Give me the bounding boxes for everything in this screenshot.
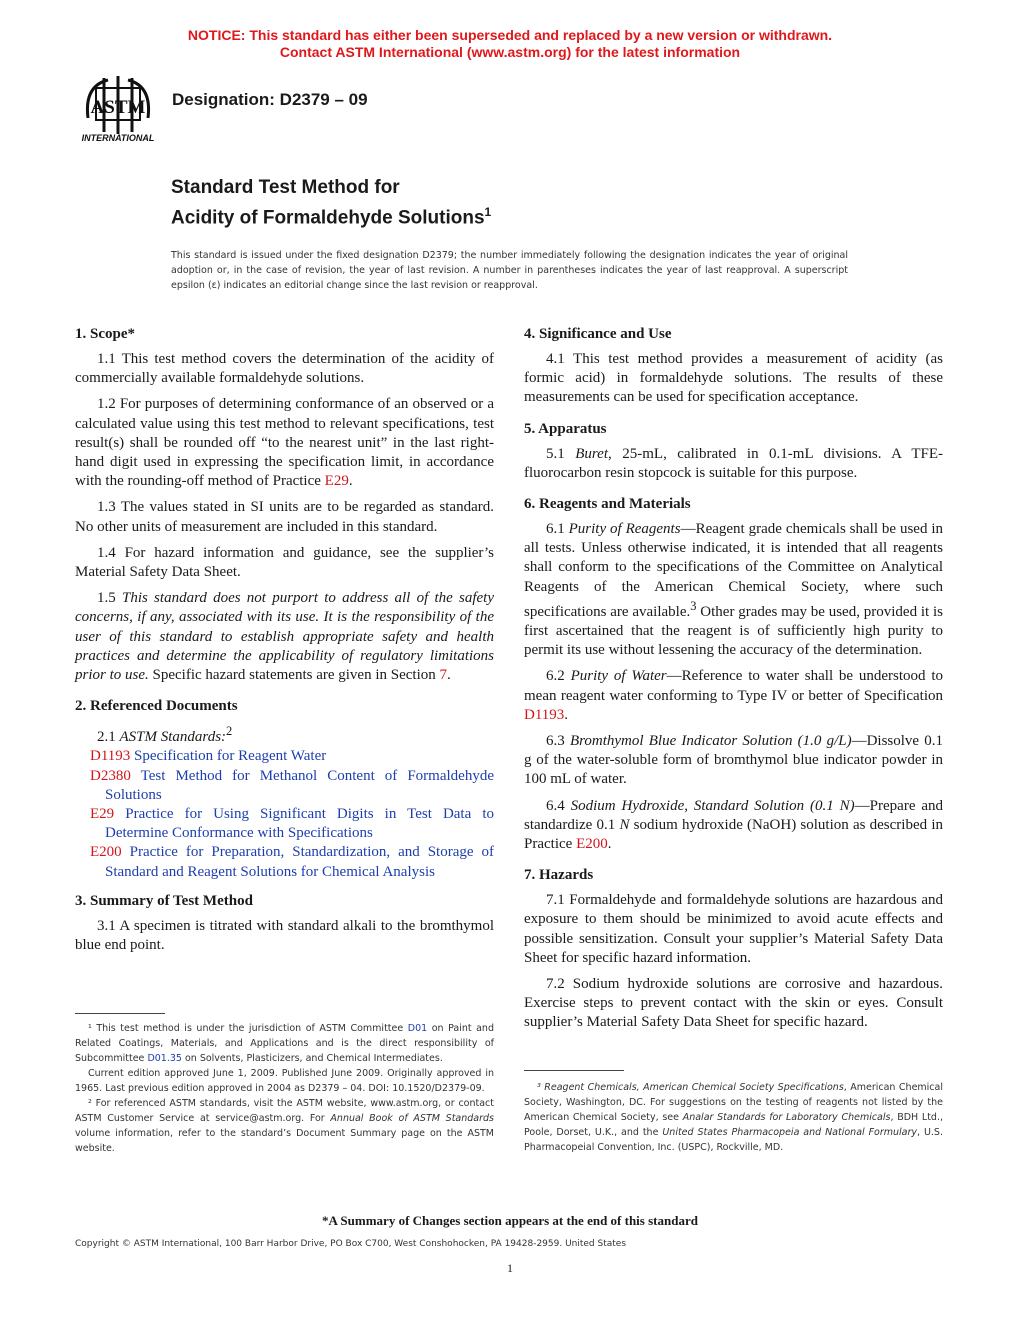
footnote-1-text-a: ¹ This test method is under the jurisdiction of ASTM Committee	[88, 1023, 408, 1034]
footnote-1-text-c: on Solvents, Plasticizers, and Chemical Intermediates.	[181, 1053, 443, 1064]
paragraph-1-5-text: Specific hazard statements are given in Section	[148, 667, 440, 684]
footnote-marker-2: 2	[226, 724, 233, 739]
section-heading-hazards: 7. Hazards	[524, 867, 594, 884]
footnote-2-text-a: ² For referenced ASTM standards, visit the ASTM website, www.astm.org, or contact ASTM Customer Service at service@astm.org. For	[75, 1098, 494, 1124]
notice-line-1: NOTICE: This standard has either been superseded and replaced by a new version or withdrawn.	[187, 27, 833, 43]
paragraph-3-1: 3.1 A specimen is titrated with standard alkali to the bromthymol blue end point.	[75, 917, 494, 954]
footnote-3	[524, 1080, 943, 1155]
ref-title[interactable]: Practice for Using Significant Digits in Test Data to Determine Conformance with Specifications	[105, 806, 494, 842]
paragraph-6-1-num: 6.1	[546, 521, 569, 538]
footnote-3-italic-2: Analar Standards for Laboratory Chemicals	[682, 1112, 891, 1123]
footnote-2-text-b: volume information, refer to the standard’s Document Summary page on the ASTM website.	[75, 1128, 494, 1154]
ref-link-d01-35[interactable]: D01.35	[147, 1053, 182, 1064]
paragraph-7-2: 7.2 Sodium hydroxide solutions are corrosive and hazardous. Exercise steps to prevent contact with the skin or eyes. Consult supplier’s Material Safety Data Sheet for specific hazard.	[524, 976, 943, 1031]
ref-title[interactable]: Practice for Preparation, Standardization, and Storage of Standard and Reagent Solutions for Chemical Analysis	[105, 844, 494, 880]
title-line-2	[171, 200, 491, 230]
section-heading-referenced-documents: 2. Referenced Documents	[75, 698, 238, 715]
ref-item[interactable]	[75, 805, 494, 843]
paragraph-6-4-italic: Sodium Hydroxide, Standard Solution (0.1 N)	[570, 797, 855, 814]
paragraph-6-1-italic: Purity of Reagents	[568, 521, 681, 538]
ref-link-e200[interactable]: E200	[576, 836, 608, 853]
section-heading-significance: 4. Significance and Use	[524, 326, 672, 342]
paragraph-6-2-end: .	[564, 706, 569, 723]
ref-code[interactable]: E200	[90, 844, 122, 861]
logo-international-text: INTERNATIONAL	[81, 133, 155, 143]
paragraph-7-1: 7.1 Formaldehyde and formaldehyde solutions are hazardous and exposure to them should be minimized to avoid acute effects and possible sensitization. Consult your supplier’s Material Safety Data Sheet for specific hazard information.	[524, 892, 943, 966]
ref-link-section-7[interactable]: 7	[439, 667, 447, 684]
ref-item[interactable]	[75, 767, 494, 805]
section-heading-scope: 1. Scope*	[75, 326, 135, 342]
footnote-divider-right	[524, 1070, 624, 1071]
footnote-3-text-a: , American Chemical Society, Washington, DC. For suggestions on the testing of reagents not listed by the American Chemical Society, see	[524, 1082, 943, 1123]
right-column	[524, 325, 943, 1040]
paragraph-6-4	[524, 797, 943, 855]
paragraph-6-4-normality: N	[619, 816, 630, 833]
paragraph-1-3: 1.3 The values stated in SI units are to be regarded as standard. No other units of measurement are included in this standard.	[75, 499, 494, 535]
section-heading-apparatus: 5. Apparatus	[524, 420, 607, 437]
footnote-2	[75, 1096, 494, 1156]
summary-of-changes-note: *A Summary of Changes section appears at the end of this standard	[322, 1213, 698, 1228]
footnote-3-text-b: , BDH Ltd., Poole, Dorset, U.K., and the	[524, 1112, 944, 1138]
copyright-line: Copyright © ASTM International, 100 Barr Harbor Drive, PO Box C700, West Conshohocken, PA 19428-2959. United States	[75, 1239, 627, 1249]
footnotes-right	[524, 1080, 943, 1155]
supersede-notice	[0, 27, 1020, 61]
ref-code[interactable]: E29	[90, 806, 115, 823]
astm-logo	[74, 74, 162, 144]
paragraph-1-2-end: .	[348, 473, 353, 490]
notice-line-2: Contact ASTM International (www.astm.org) for the latest information	[279, 44, 741, 60]
paragraph-6-4-text-b: sodium hydroxide (NaOH) solution as described in Practice	[524, 816, 943, 853]
paragraph-6-2-italic: Purity of Water	[570, 668, 667, 685]
footnote-3-italic-1: ³ Reagent Chemicals, American Chemical Society Specifications	[537, 1082, 844, 1093]
paragraph-5-1-text: , 25-mL, calibrated in 0.1-mL divisions. A TFE-fluorocarbon resin stopcock is suitable for this purpose.	[524, 445, 944, 481]
referenced-documents-list	[75, 722, 494, 882]
paragraph-6-2	[524, 667, 943, 725]
footnote-2-italic: Annual Book of ASTM Standards	[330, 1113, 494, 1124]
paragraph-1-2-text: 1.2 For purposes of determining conformance of an observed or a calculated value using this test method to relevant specifications, test result(s) shall be rounded off “to the nearest unit” in the last right-hand digit used in expressing the specification limit, in accordance with the rounding-off method of Practice	[75, 396, 494, 490]
title-line-1: Standard Test Method for	[171, 177, 400, 198]
paragraph-2-1-italic: ASTM Standards:	[119, 729, 227, 746]
document-title	[171, 175, 491, 230]
ref-code[interactable]: D1193	[90, 748, 131, 765]
paragraph-6-3-text: —Dissolve 0.1 g of the water-soluble form of bromthymol blue indicator powder in 100 mL of water.	[524, 733, 944, 788]
title-line-2-text: Acidity of Formaldehyde Solutions	[171, 207, 485, 229]
paragraph-6-4-text-a: —Prepare and standardize 0.1	[524, 797, 944, 833]
paragraph-6-2-num: 6.2	[546, 668, 571, 685]
paragraph-5-1-num: 5.1	[546, 445, 576, 462]
paragraph-6-3	[524, 732, 943, 790]
ref-code[interactable]: D2380	[90, 767, 131, 784]
paragraph-6-4-end: .	[607, 836, 612, 853]
ref-item[interactable]	[75, 843, 494, 881]
paragraph-2-1-num: 2.1	[97, 729, 120, 746]
paragraph-5-1	[524, 445, 943, 483]
designation: Designation: D2379 – 09	[172, 90, 368, 109]
ref-title[interactable]: Test Method for Methanol Content of Formaldehyde Solutions	[105, 767, 494, 803]
paragraph-1-2	[75, 395, 494, 491]
paragraph-6-1-text-a: —Reagent grade chemicals shall be used in all tests. Unless otherwise indicated, it is intended that all reagents shall conform to the specifications of the Committee on Analytical Reagents of the American Chemical Society, where such specifications are available.	[524, 521, 943, 620]
ref-link-d01[interactable]: D01	[407, 1023, 428, 1034]
paragraph-6-2-text: —Reference to water shall be understood to mean reagent water conforming to Type IV or better of Specification	[524, 668, 943, 704]
section-heading-summary: 3. Summary of Test Method	[75, 892, 253, 909]
footnote-1	[75, 1021, 494, 1066]
paragraph-1-1: 1.1 This test method covers the determination of the acidity of commercially available formaldehyde solutions.	[75, 351, 494, 387]
paragraph-1-5-end: .	[447, 667, 451, 684]
section-heading-reagents: 6. Reagents and Materials	[524, 496, 691, 513]
ref-link-d1193[interactable]: D1193	[524, 706, 565, 723]
paragraph-6-3-italic: Bromthymol Blue Indicator Solution (1.0 g/L)	[569, 733, 852, 750]
paragraph-4-1: 4.1 This test method provides a measurement of acidity (as formic acid) in formaldehyde solutions. The results of these measurements can be used for specification acceptance.	[524, 351, 943, 406]
ref-link-e29[interactable]: E29	[324, 473, 349, 490]
footnote-1-edition: Current edition approved June 1, 2009. Published June 2009. Originally approved in 1965. Last previous edition approved in 2004 as D2379 – 04. DOI: 10.1520/D2379-09.	[75, 1068, 494, 1094]
title-footnote-marker: 1	[484, 205, 492, 219]
ref-item[interactable]	[75, 747, 494, 766]
footnote-3-italic-3: United States Pharmacopeia and National Formulary	[662, 1127, 918, 1138]
paragraph-2-1	[75, 722, 494, 747]
footnote-1-text-b: on Paint and Related Coatings, Materials, and Applications and is the direct responsibility of Subcommittee	[75, 1023, 494, 1064]
footnote-marker-3: 3	[690, 598, 697, 613]
paragraph-6-1	[524, 520, 943, 660]
page-number: 1	[507, 1261, 513, 1275]
footnote-3-text-c: , U.S. Pharmacopeial Convention, Inc. (USPC), Rockville, MD.	[524, 1127, 943, 1153]
astm-logo-icon	[74, 74, 162, 144]
paragraph-1-5-italic: This standard does not purport to address all of the safety concerns, if any, associated with its use. It is the responsibility of the user of this standard to establish appropriate safety and health practices and determine the applicability of regulatory limitations prior to use.	[75, 590, 495, 684]
logo-mark-text: ASTM	[90, 97, 146, 118]
footnotes-left	[75, 1021, 494, 1156]
ref-title[interactable]: Specification for Reagent Water	[130, 748, 327, 765]
paragraph-6-3-num: 6.3	[546, 733, 570, 750]
paragraph-1-4: 1.4 For hazard information and guidance, see the supplier’s Material Safety Data Sheet.	[75, 544, 494, 581]
left-column	[75, 325, 494, 962]
paragraph-1-5-num: 1.5	[97, 590, 122, 607]
paragraph-6-1-text-b: Other grades may be used, provided it is first ascertained that the reagent is of sufficiently high purity to permit its use without lessening the accuracy of the determination.	[524, 603, 943, 659]
paragraph-1-5	[75, 589, 494, 685]
paragraph-6-4-num: 6.4	[546, 797, 571, 814]
footnote-divider-left	[75, 1013, 165, 1014]
paragraph-5-1-italic: Buret	[575, 445, 609, 462]
intro-paragraph: This standard is issued under the fixed designation D2379; the number immediately following the designation indicates the year of original adoption or, in the case of revision, the year of last revision. A number in parentheses indicates the year of last reapproval. A superscript epsilon (ε) indicates an editorial change since the last revision or reapproval.	[171, 250, 848, 291]
